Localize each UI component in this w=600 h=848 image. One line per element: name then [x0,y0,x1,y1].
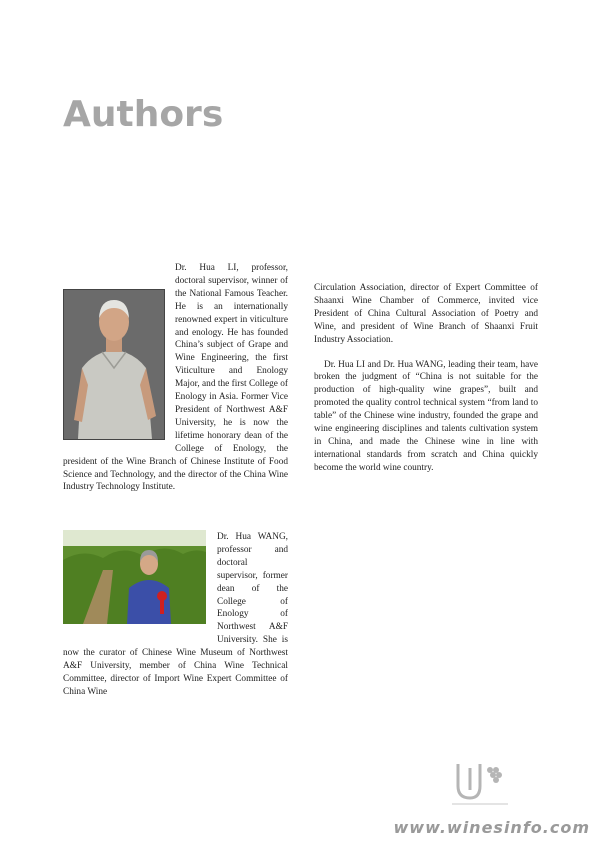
winesinfo-logo [452,760,508,808]
author1-bio: Dr. Hua LI, professor, doctoral supervisor, winner of the National Famous Teacher. He is an internationally renowned expert in viticulture and enology. He has founded China’s subject of Grape and Wine Engineering, the first Viticulture and Enology Major, and the first College of Enology in Asia. Former Vice President of Northwest A&F University, he is now the lifetime honorary dean of the College of Enology, the president of the Wine Branch of Chinese Institute of Food Science and Technology, and the director of the China Wine Industry Technology Institute. [63,263,288,493]
right-column [314,282,538,475]
page-title: Authors [63,94,224,135]
author2-bio-block [63,531,288,699]
site-watermark: www.winesinfo.com [393,818,590,837]
author1-bio-block [63,262,288,494]
author2-bio: Dr. Hua WANG, professor and doctoral supervisor, former dean of the College of Enology of Northwest A&F University. She is now the curator of Chinese Wine Museum of Northwest A&F University, member of China Wine Technical Committee, director of Import Wine Expert Committee of China Wine [63,532,288,697]
author2-bio-continuation: Circulation Association, director of Expert Committee of Shaanxi Wine Chamber of Commerce, invited vice President of China Cultural Association of Poetry and Wine, and president of Wine Branch of Shaanxi Fruit Industry Association. [314,283,538,345]
joint-achievements-paragraph: Dr. Hua LI and Dr. Hua WANG, leading their team, have broken the judgment of “China is not suitable for the production of high-quality wine grapes”, built and promoted the quality control technical system “from land to table” of the Chinese wine industry, founded the grape and wine engineering disciplines and talents cultivation system in China, and made the Chinese wine in line with international standards from scratch and China quickly become the world wine country. [314,359,538,473]
